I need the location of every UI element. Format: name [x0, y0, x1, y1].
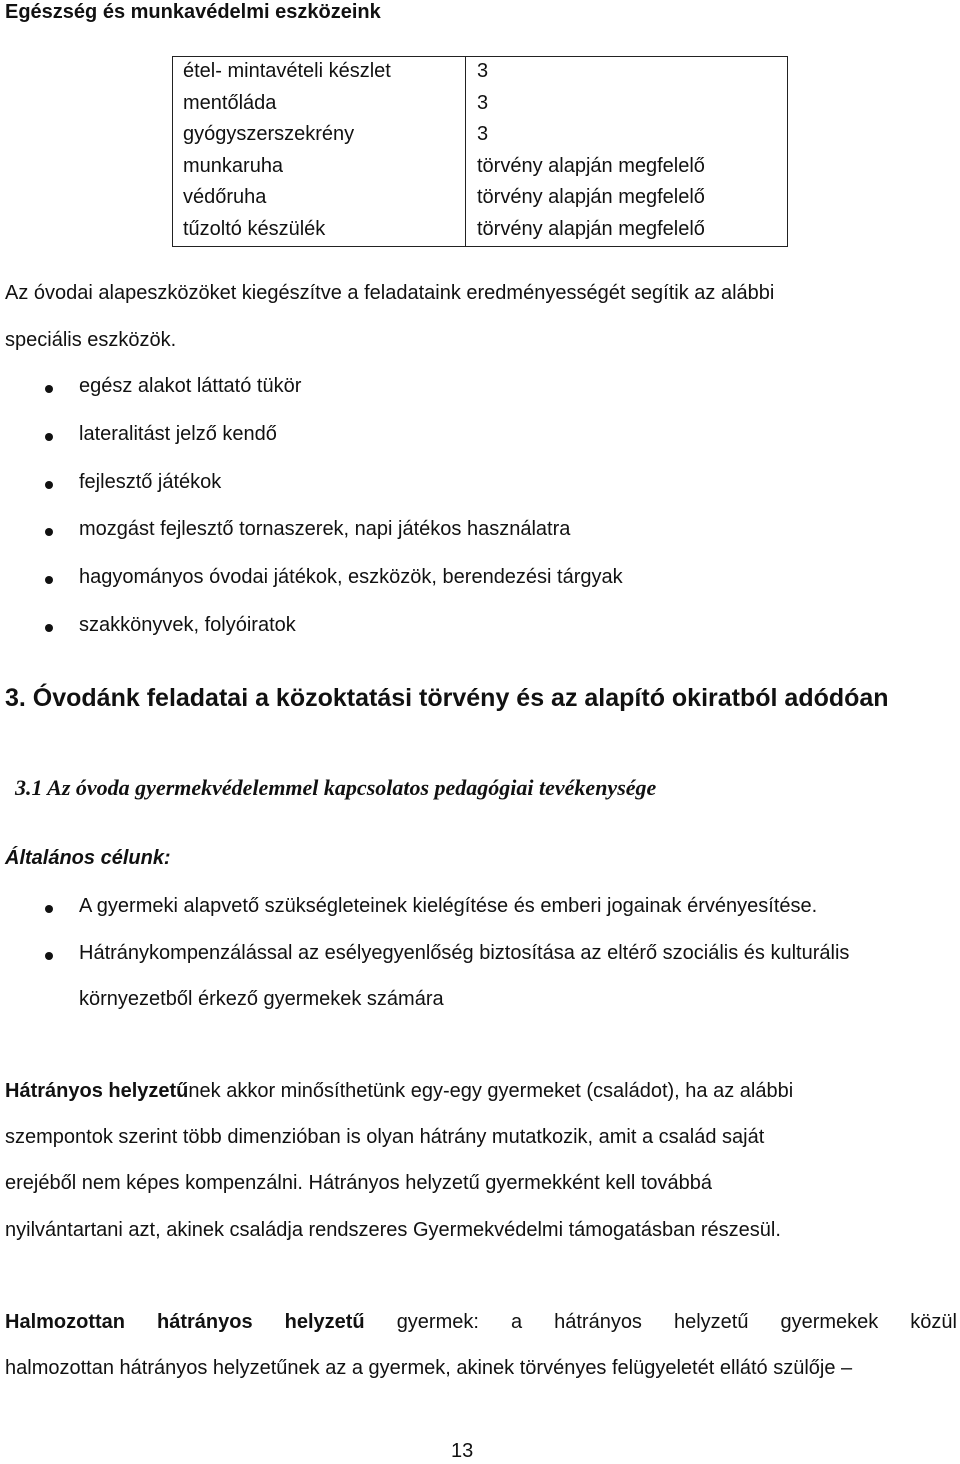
- list-item: Hátránykompenzálással az esélyegyenlőség biztosítása az eltérő szociális és kulturális: [79, 942, 850, 964]
- equipment-value: 3: [477, 60, 489, 82]
- bullet-icon: [45, 576, 53, 584]
- general-goal-title: Általános célunk:: [5, 847, 171, 869]
- section-title: Egészség és munkavédelmi eszközeink: [5, 1, 381, 23]
- bullet-icon: [45, 624, 53, 632]
- intro-line-2: speciális eszközök.: [5, 329, 177, 351]
- multiply-disadvantaged-line-2: halmozottan hátrányos helyzetűnek az a gyermek, akinek törvényes felügyeletét ellátó szülője –: [5, 1357, 853, 1379]
- equipment-name: mentőláda: [183, 92, 277, 114]
- definition-text: gyermek: a hátrányos helyzetű gyermekek közül: [396, 1311, 957, 1333]
- bullet-icon: [45, 528, 53, 536]
- heading-3: 3. Óvodánk feladatai a közoktatási törvény és az alapító okiratból adódóan: [5, 684, 889, 712]
- bullet-icon: [45, 905, 53, 913]
- equipment-value: 3: [477, 123, 489, 145]
- equipment-value: 3: [477, 92, 489, 114]
- equipment-name: étel- mintavételi készlet: [183, 60, 391, 82]
- multiply-disadvantaged-line-1: [5, 1311, 957, 1334]
- page-number: 13: [451, 1440, 474, 1462]
- list-item: egész alakot láttató tükör: [79, 375, 302, 397]
- list-item: lateralitást jelző kendő: [79, 423, 277, 445]
- disadvantaged-line-3: erejéből nem képes kompenzálni. Hátrányos helyzetű gyermekként kell továbbá: [5, 1172, 713, 1194]
- table-row: [173, 92, 787, 124]
- term-multiply-disadvantaged: Halmozottan hátrányos helyzetű: [5, 1311, 365, 1333]
- table-row: [173, 186, 787, 218]
- heading-3-1: 3.1 Az óvoda gyermekvédelemmel kapcsolatos pedagógiai tevékenysége: [15, 775, 657, 800]
- disadvantaged-line-4: nyilvántartani azt, akinek családja rendszeres Gyermekvédelmi támogatásban részesül.: [5, 1219, 781, 1241]
- bullet-icon: [45, 952, 53, 960]
- equipment-table: [172, 56, 788, 247]
- equipment-value: törvény alapján megfelelő: [477, 218, 705, 240]
- list-item: hagyományos óvodai játékok, eszközök, berendezési tárgyak: [79, 566, 623, 588]
- disadvantaged-line-1: [5, 1080, 793, 1103]
- table-row: [173, 155, 787, 187]
- equipment-value: törvény alapján megfelelő: [477, 186, 705, 208]
- table-row: [173, 123, 787, 155]
- list-item: fejlesztő játékok: [79, 471, 222, 493]
- intro-line-1: Az óvodai alapeszközöket kiegészítve a feladataink eredményességét segítik az alábbi: [5, 282, 775, 304]
- bullet-icon: [45, 481, 53, 489]
- table-row: [173, 218, 787, 250]
- bullet-icon: [45, 433, 53, 441]
- term-disadvantaged: Hátrányos helyzetű: [5, 1080, 189, 1102]
- table-row: [173, 60, 787, 92]
- equipment-name: munkaruha: [183, 155, 284, 177]
- equipment-value: törvény alapján megfelelő: [477, 155, 705, 177]
- disadvantaged-line-2: szempontok szerint több dimenzióban is olyan hátrány mutatkozik, amit a család saját: [5, 1126, 765, 1148]
- list-item: A gyermeki alapvető szükségleteinek kielégítése és emberi jogainak érvényesítése.: [79, 895, 818, 917]
- equipment-name: gyógyszerszekrény: [183, 123, 355, 145]
- list-item: mozgást fejlesztő tornaszerek, napi játékos használatra: [79, 518, 571, 540]
- bullet-icon: [45, 385, 53, 393]
- list-item-continuation: környezetből érkező gyermekek számára: [79, 988, 444, 1010]
- equipment-name: tűzoltó készülék: [183, 218, 326, 240]
- equipment-name: védőruha: [183, 186, 267, 208]
- list-item: szakkönyvek, folyóiratok: [79, 614, 296, 636]
- definition-text: nek akkor minősíthetünk egy-egy gyermeket (családot), ha az alábbi: [188, 1080, 794, 1102]
